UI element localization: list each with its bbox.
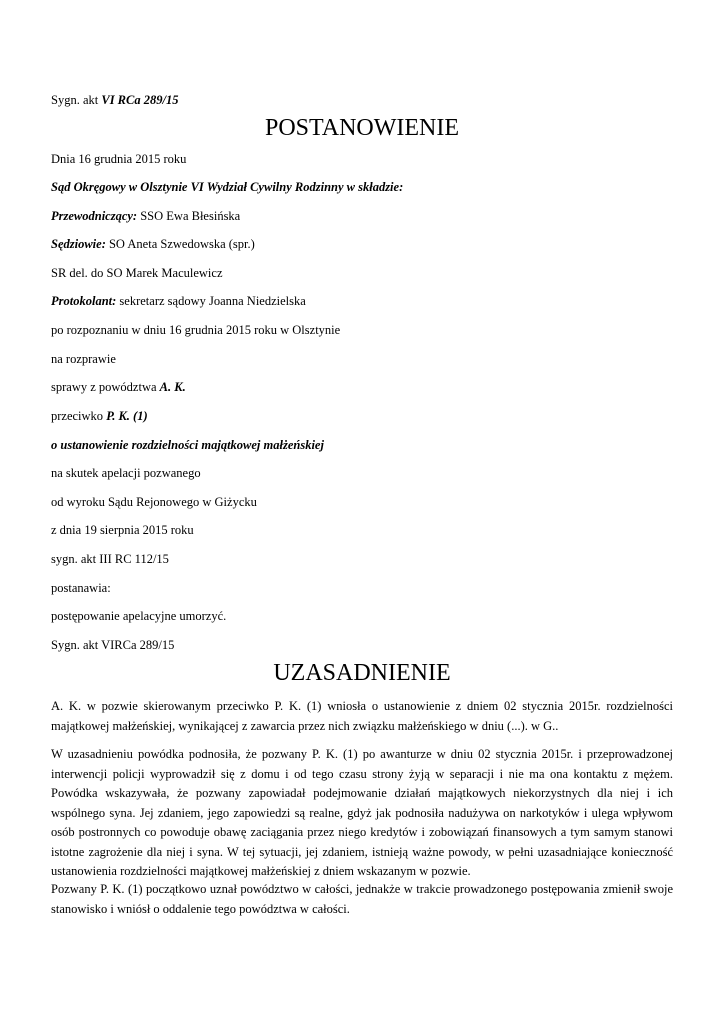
judgment-date: z dnia 19 sierpnia 2015 roku — [51, 523, 194, 537]
second-judge: SR del. do SO Marek Maculewicz — [51, 266, 223, 280]
judgment-source: od wyroku Sądu Rejonowego w Giżycku — [51, 495, 257, 509]
case-number-secondary: Sygn. akt VIRCa 289/15 — [51, 638, 175, 652]
decision-date: Dnia 16 grudnia 2015 roku — [51, 152, 187, 166]
justification-title: UZASADNIENIE — [273, 660, 451, 686]
case-plaintiff-prefix: sprawy z powództwa — [51, 380, 160, 394]
judges-name: SO Aneta Szwedowska (spr.) — [105, 237, 255, 251]
document-title: POSTANOWIENIE — [264, 115, 460, 141]
presiding-judge-label: Przewodniczący: — [51, 209, 138, 223]
case-number — [51, 93, 178, 108]
case-defendant-prefix: przeciwko — [51, 409, 107, 423]
judges — [51, 237, 255, 252]
case-number-label: Sygn. akt — [51, 93, 102, 107]
clerk-label: Protokolant: — [51, 294, 117, 308]
judges-label: Sędziowie: — [51, 237, 106, 251]
judgment-case-number: sygn. akt III RC 112/15 — [51, 552, 169, 566]
presiding-judge — [51, 209, 240, 224]
case-subject: o ustanowienie rozdzielności majątkowej małżeńskiej — [51, 438, 324, 452]
court-composition: Sąd Okręgowy w Olsztynie VI Wydział Cywilny Rodzinny w składzie: — [51, 180, 404, 194]
decides-label: postanawia: — [51, 581, 111, 595]
defendant-name: P. K. (1) — [106, 409, 148, 423]
clerk-name: sekretarz sądowy Joanna Niedzielska — [116, 294, 306, 308]
case-defendant — [51, 409, 148, 424]
case-number-value: VI RCa 289/15 — [101, 93, 179, 107]
justification-paragraph-2: W uzasadnieniu powódka podnosiła, że pozwany P. K. (1) po awanturze w dniu 02 stycznia 2015r. i przeprowadzonej interwencji policji wyprowadził się z domu i od tego czasu strony żyją w separacji i nie ma ona kontaktu z mężem. Powódka wskazywała, że pozwany zapowiadał podejmowanie działań majątkowych niekorzystnych dla niej i ich wspólnego syna. Jej zdaniem, jego zapowiedzi są realne, gdyż jak podnosiła nadużywa on narkotyków i ulega wpływom osób postronnych co powoduje obawę zaciągania przez niego kredytów i zobowiązań finansowych a tym samym stanowi istotne zagrożenie dla niej i syna. W tej sytuacji, jej zdaniem, istnieją ważne powody, w pełni uzasadniające konieczność ustanowienia rozdzielności majątkowej małżeńskiej z dniem wskazanym w pozwie. — [51, 747, 673, 878]
ruling-text: postępowanie apelacyjne umorzyć. — [51, 609, 227, 623]
appeal-info: na skutek apelacji pozwanego — [51, 466, 201, 480]
case-plaintiff — [51, 380, 186, 395]
justification-paragraph-1: A. K. w pozwie skierowanym przeciwko P. K. (1) wniosła o ustanowienie z dniem 02 stycznia 2015r. rozdzielności majątkowej małżeńskiej, wynikającej z zawarcia przez nich związku małżeńskiego w dniu (...). w G.. — [51, 699, 673, 733]
presiding-judge-name: SSO Ewa Błesińska — [137, 209, 241, 223]
hearing-info: po rozpoznaniu w dniu 16 grudnia 2015 roku w Olsztynie — [51, 323, 341, 337]
plaintiff-name: A. K. — [159, 380, 186, 394]
clerk — [51, 294, 306, 309]
session-type: na rozprawie — [51, 352, 116, 366]
justification-paragraph-3: Pozwany P. K. (1) początkowo uznał powództwo w całości, jednakże w trakcie prowadzonego postępowania zmienił swoje stanowisko i wniósł o oddalenie tego powództwa w całości. — [51, 882, 673, 916]
